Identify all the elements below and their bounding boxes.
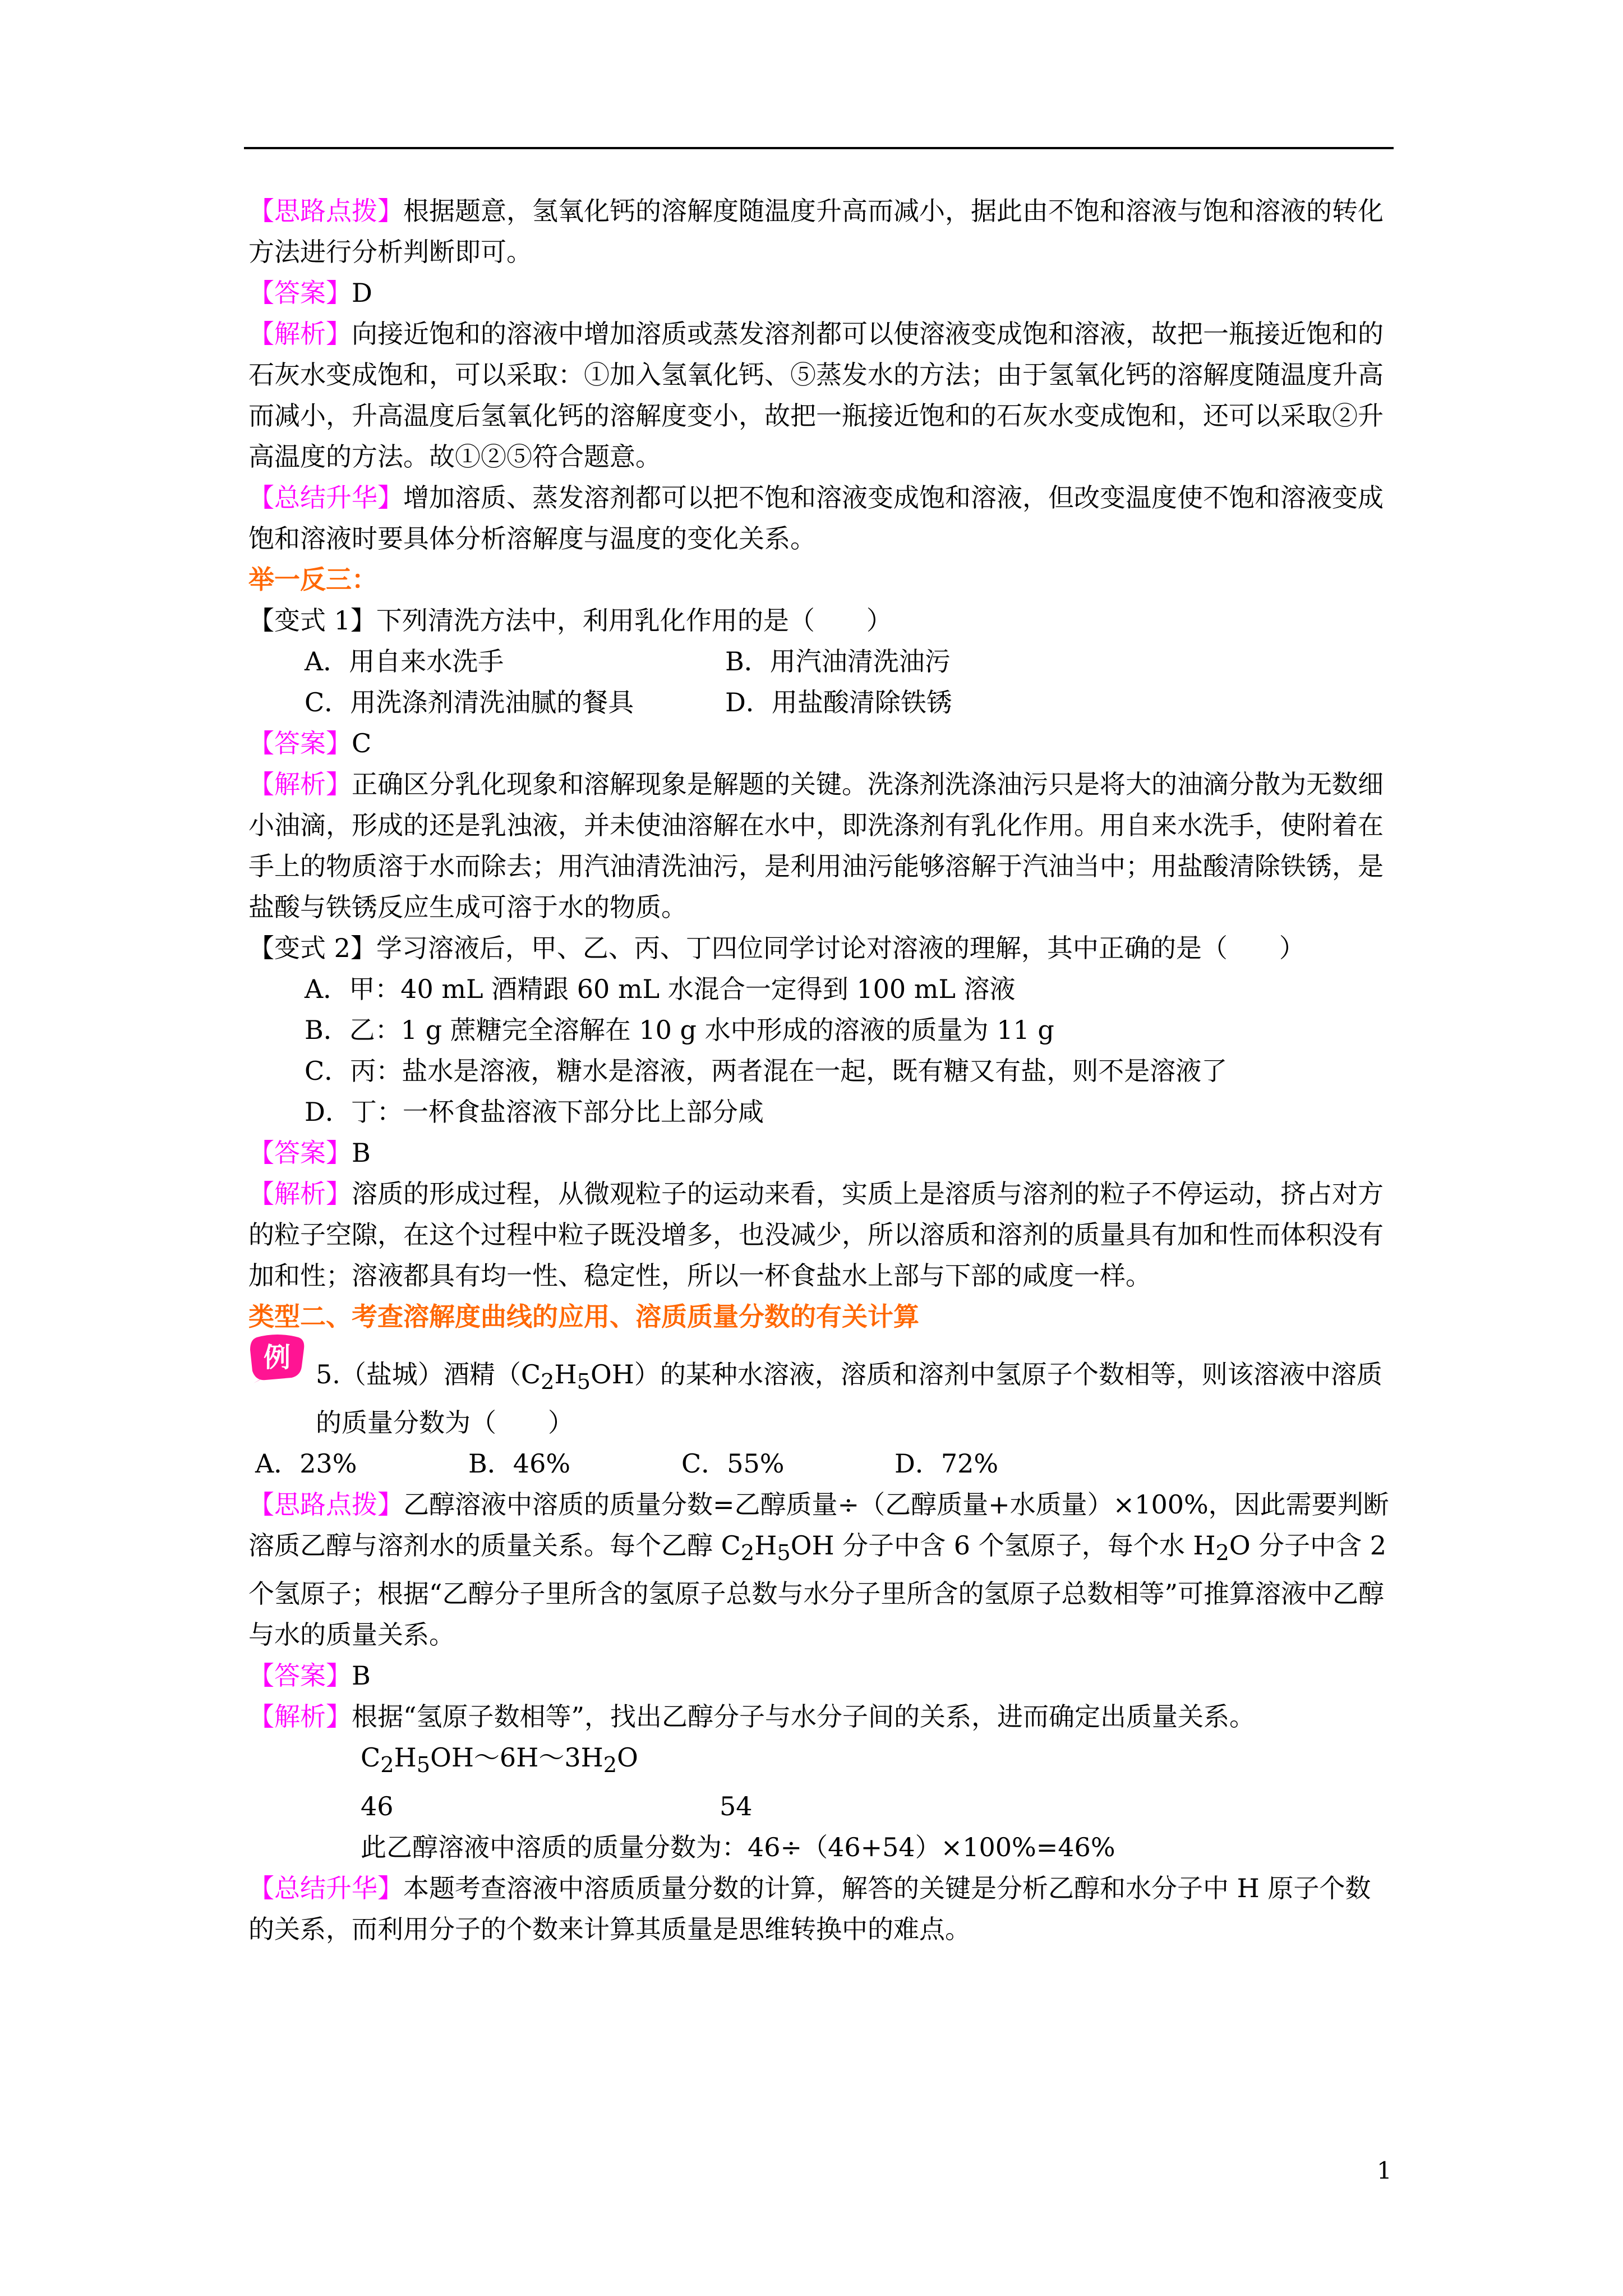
summary-tag: 【 总结升华 】 [248, 1873, 403, 1903]
example5-option-d: D．72% [895, 1448, 999, 1479]
mass-water: 54 [720, 1791, 753, 1821]
ex4-summary: 【 总结升华 】 增加溶质、蒸发溶剂都可以把不饱和溶液变成饱和溶液，但改变温度使不饱和溶液变成饱和溶液时要具体分析溶解度与温度的变化关系。 [248, 477, 1393, 559]
variant1-option-a: A．用自来水洗手 [305, 646, 504, 677]
answer-tag: 【 答案 】 [248, 278, 352, 308]
analysis-tag: 【 解析 】 [248, 769, 352, 799]
example5-option-c: C．55% [681, 1448, 785, 1479]
variant1-options-row1 [248, 641, 1393, 682]
example-badge-label: 例 [263, 1342, 291, 1373]
section-title: 类型二、考查溶解度曲线的应用、溶质质量分数的有关计算 [248, 1301, 919, 1332]
variant2-option-c: C．丙：盐水是溶液，糖水是溶液，两者混在一起，既有糖又有盐，则不是溶液了 [305, 1056, 1228, 1086]
example5-hint: 【 思路点拨 】 乙醇溶液中溶质的质量分数=乙醇质量÷（乙醇质量+水质量）×100%，因此需要判断溶质乙醇与溶剂水的质量关系。每个乙醇 $C_2H_5OH$ 分子中含 6 个氢原子，每个水 $H_2O$ 分子中含 2 个氢原子；根据“乙醇分子里所含的氢原子总数与水分子里所含的氢原子总数相等”可推算溶液中乙醇与水的质量关系。 [248, 1484, 1393, 1655]
ex4-answer: 【 答案 】 D [248, 273, 1393, 314]
answer-tag: 【 答案 】 [248, 728, 352, 758]
example5-analysis: 【 解析 】 根据“氢原子数相等”，找出乙醇分子与水分子间的关系，进而确定出质量关系。 [248, 1696, 1393, 1737]
variant1-option-d: D．用盐酸清除铁锈 [725, 687, 952, 717]
example5-answer: 【 答案 】 B [248, 1655, 1393, 1696]
variant2-analysis: 【 解析 】 溶质的形成过程，从微观粒子的运动来看，实质上是溶质与溶剂的粒子不停运动，挤占对方的粒子空隙，在这个过程中粒子既没增多，也没减少，所以溶质和溶剂的质量具有加和性而体积没有加和性；溶液都具有均一性、稳定性，所以一杯食盐水上部与下部的咸度一样。 [248, 1174, 1393, 1296]
variant1-option-c: C．用洗涤剂清洗油腻的餐具 [305, 687, 634, 717]
variant1-analysis: 【 解析 】 正确区分乳化现象和溶解现象是解题的关键。洗涤剂洗涤油污只是将大的油滴分散为无数细小油滴，形成的还是乳浊液，并未使油溶解在水中，即洗涤剂有乳化作用。用自来水洗手，使附着在手上的物质溶于水而除去；用汽油清洗油污，是利用油污能够溶解于汽油当中；用盐酸清除铁锈，是盐酸与铁锈反应生成可溶于水的物质。 [248, 764, 1393, 928]
variant1-option-b: B．用汽油清洗油污 [725, 646, 951, 677]
analysis-tag: 【 解析 】 [248, 319, 352, 349]
variant2-question: 【 变式 2 】 学习溶液后，甲、乙、丙、丁四位同学讨论对溶液的理解，其中正确的是（ ） [248, 928, 1393, 969]
variant2-option-d: D．丁：一杯食盐溶液下部分比上部分咸 [305, 1097, 764, 1127]
page-number: 1 [1377, 2157, 1392, 2184]
example5-question: 例 5.（盐城）酒精$(C_2H_5OH)$的某种水溶液，溶质和溶剂中氢原子个数相等，则该溶液中溶质的质量分数为（ ） [248, 1354, 1393, 1443]
example5-option-b: B．46% [468, 1448, 571, 1479]
variant1-answer: 【 答案 】 C [248, 723, 1393, 764]
example5-options [248, 1443, 1393, 1484]
summary-tag: 【 总结升华 】 [248, 482, 403, 513]
example5-option-a: A．23% [255, 1448, 357, 1479]
variant1-options-row2 [248, 682, 1393, 723]
document-body [248, 191, 1393, 1950]
example5-equation: $C_2H_5OH\sim 6H\sim 3H_2O$ [361, 1742, 638, 1778]
variant2-tag: 【 变式 2 】 [248, 933, 376, 963]
variant2-option-a: A．甲：40 mL 酒精跟 60 mL 水混合一定得到 100 mL 溶液 [305, 974, 1016, 1004]
ex4-analysis: 【 解析 】 向接近饱和的溶液中增加溶质或蒸发溶剂都可以使溶液变成饱和溶液，故把一瓶接近饱和的石灰水变成饱和，可以采取：①加入氢氧化钙、⑤蒸发水的方法；由于氢氧化钙的溶解度随温度升高而减小，升高温度后氢氧化钙的溶解度变小，故把一瓶接近饱和的石灰水变成饱和，还可以采取②升高温度的方法。故①②⑤符合题意。 [248, 314, 1393, 477]
mass-ethanol: 46 [361, 1791, 394, 1821]
example5-summary: 【 总结升华 】 本题考查溶液中溶质质量分数的计算，解答的关键是分析乙醇和水分子中 H 原子个数的关系，而利用分子的个数来计算其质量是思维转换中的难点。 [248, 1868, 1393, 1950]
practice-title: 举一反三： [248, 564, 377, 595]
answer-tag: 【 答案 】 [248, 1138, 352, 1168]
hint-tag: 【 思路点拨 】 [248, 196, 403, 226]
variant1-tag: 【 变式 1 】 [248, 605, 376, 636]
hint-tag: 【 思路点拨 】 [248, 1489, 403, 1520]
example-badge-icon [247, 1333, 307, 1383]
variant2-answer: 【 答案 】 B [248, 1133, 1393, 1174]
example5-calculation: 此乙醇溶液中溶质的质量分数为：46÷（46+54）×100%=46% [361, 1832, 1115, 1862]
ex4-hint: 【 思路点拨 】 根据题意，氢氧化钙的溶解度随温度升高而减小，据此由不饱和溶液与饱和溶液的转化方法进行分析判断即可。 [248, 191, 1393, 273]
header-rule [244, 147, 1394, 149]
analysis-tag: 【 解析 】 [248, 1701, 352, 1732]
analysis-tag: 【 解析 】 [248, 1179, 352, 1209]
variant1-question: 【 变式 1 】 下列清洗方法中，利用乳化作用的是（ ） [248, 600, 1393, 641]
example5-masses [248, 1786, 1393, 1827]
answer-tag: 【 答案 】 [248, 1660, 352, 1691]
variant2-option-b: B．乙：1 g 蔗糖完全溶解在 10 g 水中形成的溶液的质量为 11 g [305, 1015, 1054, 1045]
